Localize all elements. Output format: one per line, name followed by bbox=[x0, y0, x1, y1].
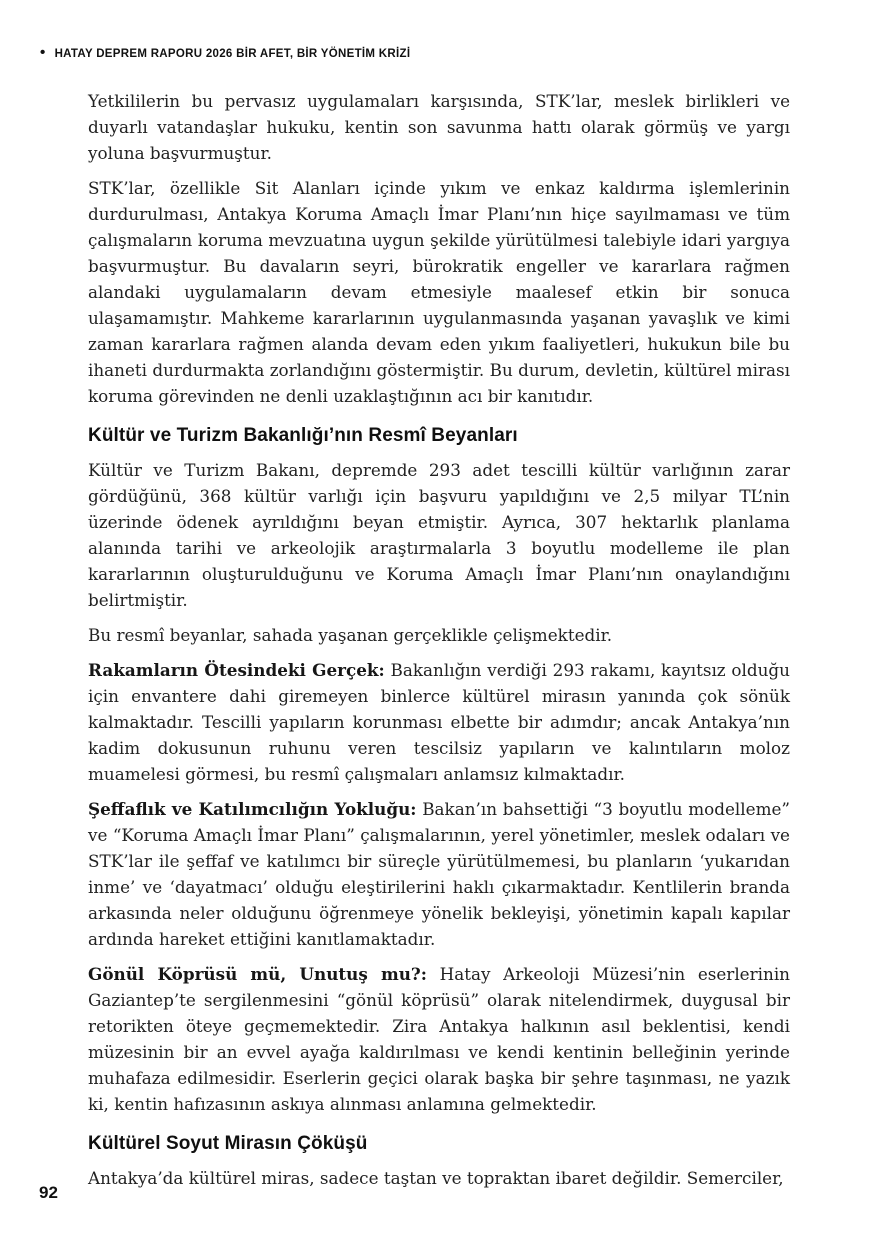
paragraph-text-heart-bridge: Hatay Arkeoloji Müzesi’nin eserlerinin Gaziantep’te sergilenmesini “gönül köprüsü” olarak nitelendirmek, duygusal bir retorikten öteye geçmemektedir. Zira Antakya halkının asıl beklentisi, kendi müzesinin bir an evvel ayağa kaldırılması ve kendi kentinin belleğinin yerinde muhafaza edilmesidir. Eserlerin geçici olarak başka bir şehre taşınması, ne yazık ki, kentin hafızasının askıya alınması anlamına gelmektedir. bbox=[88, 964, 790, 1114]
paragraph-intangible-heritage: Antakya’da kültürel miras, sadece taştan ve topraktan ibaret değildir. Semerciler, bbox=[88, 1168, 784, 1188]
paragraph-lead-beyond-numbers: Rakamların Ötesindeki Gerçek: bbox=[88, 660, 385, 680]
paragraph-lead-heart-bridge: Gönül Köprüsü mü, Unutuş mu?: bbox=[88, 964, 427, 984]
paragraph-text-beyond-numbers: Bakanlığın verdiği 293 rakamı, kayıtsız olduğu için envantere dahi giremeyen binlerce kültürel mirasın yanında çok sönük kalmaktadır. Tescilli yapıların korunması elbette bir adımdır; ancak Antakya’nın kadim dokusunun ruhunu veren tescilsiz yapıların ve kalıntıların moloz muamelesi görmesi, bu resmî çalışmaları anlamsız kılmaktadır. bbox=[88, 660, 790, 784]
running-header bbox=[40, 46, 410, 61]
paragraph-minister-statement: Kültür ve Turizm Bakanı, depremde 293 adet tescilli kültür varlığının zarar gördüğünü, 368 kültür varlığı için başvuru yapıldığını ve 2,5 milyar TL’nin üzerinde ödenek ayrıldığını beyan etmiştir. Ayrıca, 307 hektarlık planlama alanında tarihi ve arkeolojik araştırmalarla 3 boyutlu modelleme ile plan kararlarının oluşturulduğunu ve Koruma Amaçlı İmar Planı’nın onaylandığını belirtmiştir. bbox=[88, 460, 790, 610]
section-heading-ministry-statements: Kültür ve Turizm Bakanlığı’nın Resmî Beyanları bbox=[88, 425, 518, 446]
paragraph-intro: Yetkililerin bu pervasız uygulamaları karşısında, STK’lar, meslek birlikleri ve duyarlı vatandaşlar hukuku, kentin son savunma hattı olarak görmüş ve yargı yoluna başvurmuştur. bbox=[88, 91, 790, 163]
paragraph-text-transparency: Bakan’ın bahsettiği “3 boyutlu modelleme” ve “Koruma Amaçlı İmar Planı” çalışmalarının, yerel yönetimler, meslek odaları ve STK’lar ile şeffaf ve katılımcı bir süreçle yürütülmemesi, bu planların ‘yukarıdan inme’ ve ‘dayatmacı’ olduğu eleştirilerini haklı çıkarmaktadır. Kentlilerin branda arkasında neler olduğunu öğrenmeye yönelik bekleyişi, yönetimin kapalı kapılar ardında hareket ettiğini kanıtlamaktadır. bbox=[88, 799, 791, 949]
section-heading-intangible-heritage: Kültürel Soyut Mirasın Çöküşü bbox=[88, 1133, 368, 1154]
paragraph-official-statements: Bu resmî beyanlar, sahada yaşanan gerçeklikle çelişmektedir. bbox=[88, 625, 613, 645]
paragraph-stk-lawsuits: STK’lar, özellikle Sit Alanları içinde yıkım ve enkaz kaldırma işlemlerinin durdurulması, Antakya Koruma Amaçlı İmar Planı’nın hiçe sayılmaması ve tüm çalışmaların koruma mevzuatına uygun şekilde yürütülmesi talebiyle idari yargıya başvurmuştur. Bu davaların seyri, bürokratik engeller ve kararlara rağmen alandaki uygulamaların devam etmesiyle maalesef etkin bir sonuca ulaşamamıştır. Mahkeme kararlarının uygulanmasında yaşanan yavaşlık ve kimi zaman kararlara rağmen alanda devam eden yıkım faaliyetleri, hukukun bile bu ihaneti durdurmakta zorlandığını göstermiştir. Bu durum, devletin, kültürel mirası koruma görevinden ne denli uzaklaştığının acı bir kanıtıdır. bbox=[88, 178, 790, 406]
paragraph-lead-transparency: Şeffaflık ve Katılımcılığın Yokluğu: bbox=[88, 799, 417, 819]
paragraph-transparency bbox=[88, 796, 790, 952]
paragraph-heart-bridge bbox=[88, 961, 790, 1117]
header-bullet-icon: • bbox=[40, 44, 46, 61]
page-number: 92 bbox=[39, 1183, 58, 1202]
page-content bbox=[88, 88, 790, 1200]
header-title: HATAY DEPREM RAPORU 2026 BİR AFET, BİR YÖNETİM KRİZİ bbox=[54, 47, 411, 60]
paragraph-beyond-numbers bbox=[88, 657, 790, 787]
